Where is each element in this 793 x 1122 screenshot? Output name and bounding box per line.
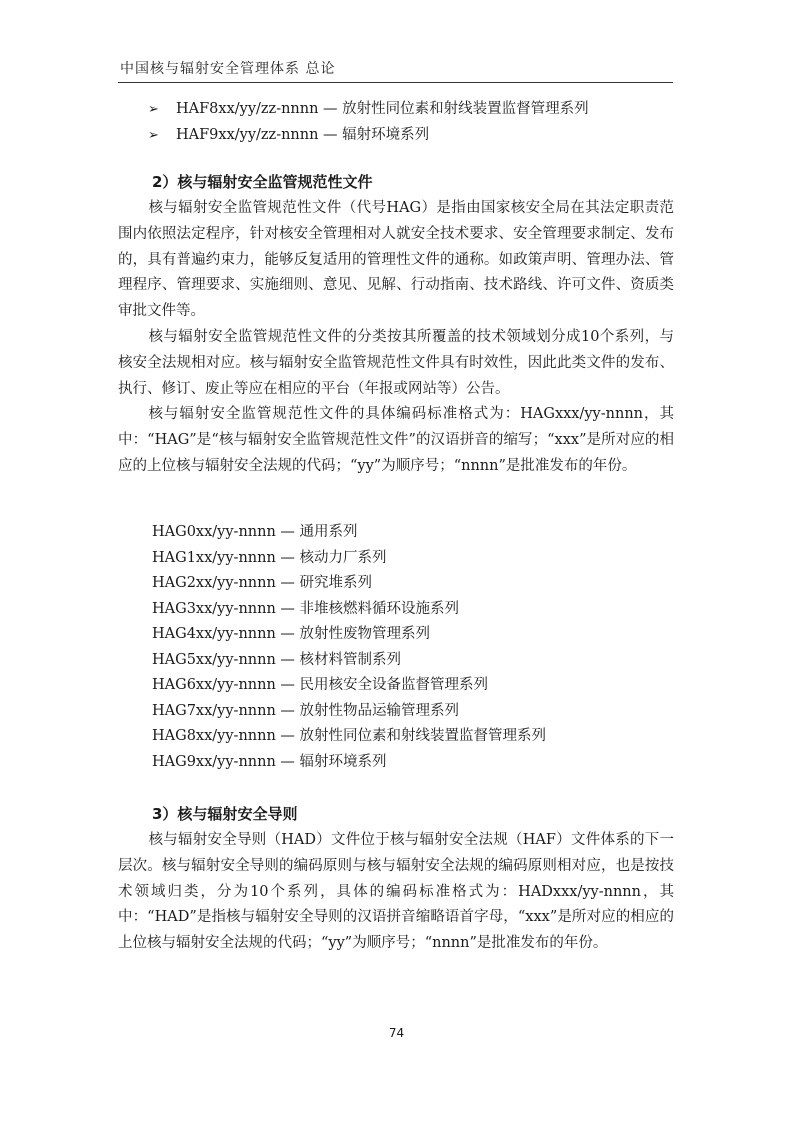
paragraph: 核与辐射安全监管规范性文件的分类按其所覆盖的技术领域划分成10个系列，与核安全法规相对应。核与辐射安全监管规范性文件具有时效性，因此此类文件的发布、执行、修订、废止等应在相应的平台（年报或网站等）公告。 xyxy=(118,329,674,397)
paragraph: 核与辐射安全监管规范性文件的具体编码标准格式为：HAGxxx/yy-nnnn，其中：“HAG”是“核与辐射安全监管规范性文件”的汉语拼音的缩写；“xxx”是所对应的相应的上位核与辐射安全法规的代码；“yy”为顺序号；“nnnn”是批准发布的年份。 xyxy=(118,406,674,474)
arrow-bullet-icon: ➢ xyxy=(148,128,159,143)
paragraph: 核与辐射安全监管规范性文件（代号HAG）是指由国家核安全局在其法定职责范围内依照法定程序，针对核安全管理相对人就安全技术要求、安全管理要求制定、发布的，具有普遍约束力，能够反复适用的管理性文件的通称。如政策声明、管理办法、管理程序、管理要求、实施细则、意见、见解、行动指南、技术路线、许可文件、资质类审批文件等。 xyxy=(118,200,674,320)
code-item: HAG7xx/yy-nnnn — 放射性物品运输管理系列 xyxy=(152,702,460,719)
paragraph: 核与辐射安全导则（HAD）文件位于核与辐射安全法规（HAF）文件体系的下一层次。核与辐射安全导则的编码原则与核与辐射安全法规的编码原则相对应，也是按技术领域归类，分为10个系列，具体的编码标准格式为：HADxxx/yy-nnnn，其中：“HAD”是指核与辐射安全导则的汉语拼音缩略语首字母，“xxx”是所对应的相应的上位核与辐射安全法规的代码；“yy”为顺序号；“nnnn”是批准发布的年份。 xyxy=(118,832,674,952)
list-item xyxy=(148,96,589,122)
list-item-text: HAF8xx/yy/zz-nnnn — 放射性同位素和射线装置监督管理系列 xyxy=(176,101,589,117)
section-heading: 3）核与辐射安全导则 xyxy=(152,805,298,823)
section-heading: 2）核与辐射安全监管规范性文件 xyxy=(152,173,373,191)
running-header: 中国核与辐射安全管理体系 总论 xyxy=(120,61,336,77)
arrow-bullet-icon: ➢ xyxy=(148,102,159,117)
code-item: HAG1xx/yy-nnnn — 核动力厂系列 xyxy=(152,549,387,566)
code-item: HAG3xx/yy-nnnn — 非堆核燃料循环设施系列 xyxy=(152,600,460,617)
header-rule xyxy=(118,82,673,83)
code-item: HAG8xx/yy-nnnn — 放射性同位素和射线装置监督管理系列 xyxy=(152,728,547,744)
page-number: 74 xyxy=(388,1026,405,1040)
code-item: HAG4xx/yy-nnnn — 放射性废物管理系列 xyxy=(152,626,431,642)
code-item: HAG9xx/yy-nnnn — 辐射环境系列 xyxy=(152,753,387,770)
list-item-text: HAF9xx/yy/zz-nnnn — 辐射环境系列 xyxy=(176,127,430,143)
code-item: HAG2xx/yy-nnnn — 研究堆系列 xyxy=(152,575,373,591)
code-item: HAG6xx/yy-nnnn — 民用核安全设备监督管理系列 xyxy=(152,677,489,693)
bullet-list xyxy=(148,96,589,148)
code-item: HAG0xx/yy-nnnn — 通用系列 xyxy=(152,524,358,540)
code-item: HAG5xx/yy-nnnn — 核材料管制系列 xyxy=(152,651,402,668)
list-item xyxy=(148,122,589,148)
code-list xyxy=(152,520,546,775)
